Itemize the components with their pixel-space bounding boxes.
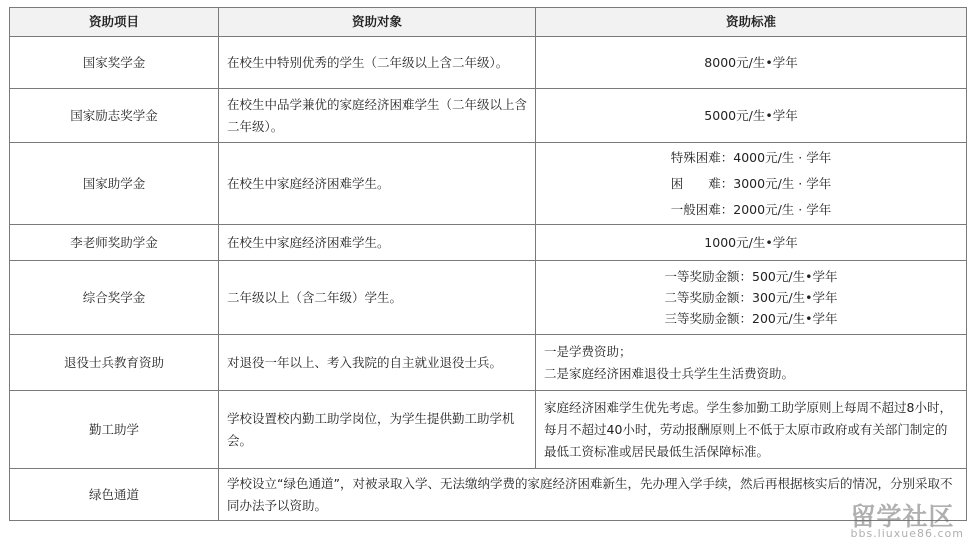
standard-line: 特殊困难：4000元/生 · 学年 bbox=[670, 149, 832, 165]
table-row bbox=[10, 225, 967, 261]
aid-table bbox=[9, 7, 967, 521]
row-item: 勤工助学 bbox=[10, 391, 219, 469]
header-row bbox=[10, 8, 967, 37]
standard-line: 二等奖励金额：300元/生•学年 bbox=[664, 290, 838, 305]
standard-line: 一般困难：2000元/生 · 学年 bbox=[670, 201, 832, 217]
table-row bbox=[10, 335, 967, 391]
header-target: 资助对象 bbox=[219, 8, 536, 37]
row-item: 李老师奖助学金 bbox=[10, 225, 219, 261]
row-target: 二年级以上（含二年级）学生。 bbox=[219, 261, 536, 335]
row-standard bbox=[536, 225, 967, 261]
row-target: 学校设置校内勤工助学岗位，为学生提供勤工助学机会。 bbox=[219, 391, 536, 469]
row-standard bbox=[536, 89, 967, 143]
watermark bbox=[850, 497, 964, 540]
table-row bbox=[10, 261, 967, 335]
standard-line: 二是家庭经济困难退役士兵学生生活费资助。 bbox=[544, 365, 795, 381]
table-row bbox=[10, 143, 967, 225]
header-standard: 资助标准 bbox=[536, 8, 967, 37]
table-row bbox=[10, 391, 967, 469]
row-standard bbox=[536, 261, 967, 335]
row-target: 在校生中特别优秀的学生（二年级以上含二年级）。 bbox=[219, 37, 536, 89]
table-row bbox=[10, 89, 967, 143]
row-standard bbox=[536, 143, 967, 225]
standard-line: 困 难：3000元/生 · 学年 bbox=[670, 175, 832, 191]
row-target: 学校设立“绿色通道”，对被录取入学、无法缴纳学费的家庭经济困难新生，先办理入学手续，然后再根据核实后的情况，分别采取不同办法予以资助。 bbox=[219, 469, 967, 521]
row-target: 在校生中家庭经济困难学生。 bbox=[219, 143, 536, 225]
standard-line: 三等奖励金额：200元/生•学年 bbox=[664, 311, 838, 326]
standard-line: 5000元/生•学年 bbox=[704, 107, 798, 123]
row-item: 绿色通道 bbox=[10, 469, 219, 521]
watermark-main: 留学社区 bbox=[850, 502, 955, 531]
row-standard bbox=[536, 37, 967, 89]
header-item: 资助项目 bbox=[10, 8, 219, 37]
table-row bbox=[10, 37, 967, 89]
row-item: 国家助学金 bbox=[10, 143, 219, 225]
row-target: 在校生中品学兼优的家庭经济困难学生（二年级以上含二年级）。 bbox=[219, 89, 536, 143]
row-item: 退役士兵教育资助 bbox=[10, 335, 219, 391]
row-item: 综合奖学金 bbox=[10, 261, 219, 335]
table-row bbox=[10, 469, 967, 521]
row-standard: 家庭经济困难学生优先考虑。学生参加勤工助学原则上每周不超过8小时，每月不超过40小时，劳动报酬原则上不低于太原市政府或有关部门制定的最低工资标准或居民最低生活保障标准。 bbox=[536, 391, 967, 469]
row-target: 在校生中家庭经济困难学生。 bbox=[219, 225, 536, 261]
watermark-url: bbs.liuxue86.com bbox=[850, 527, 964, 540]
standard-line: 一等奖励金额：500元/生•学年 bbox=[664, 269, 838, 284]
row-item: 国家奖学金 bbox=[10, 37, 219, 89]
standard-line: 1000元/生•学年 bbox=[704, 234, 798, 250]
standard-line: 8000元/生•学年 bbox=[704, 54, 798, 70]
row-item: 国家励志奖学金 bbox=[10, 89, 219, 143]
row-standard bbox=[536, 335, 967, 391]
standard-line: 一是学费资助； bbox=[544, 343, 632, 359]
row-target: 对退役一年以上、考入我院的自主就业退役士兵。 bbox=[219, 335, 536, 391]
